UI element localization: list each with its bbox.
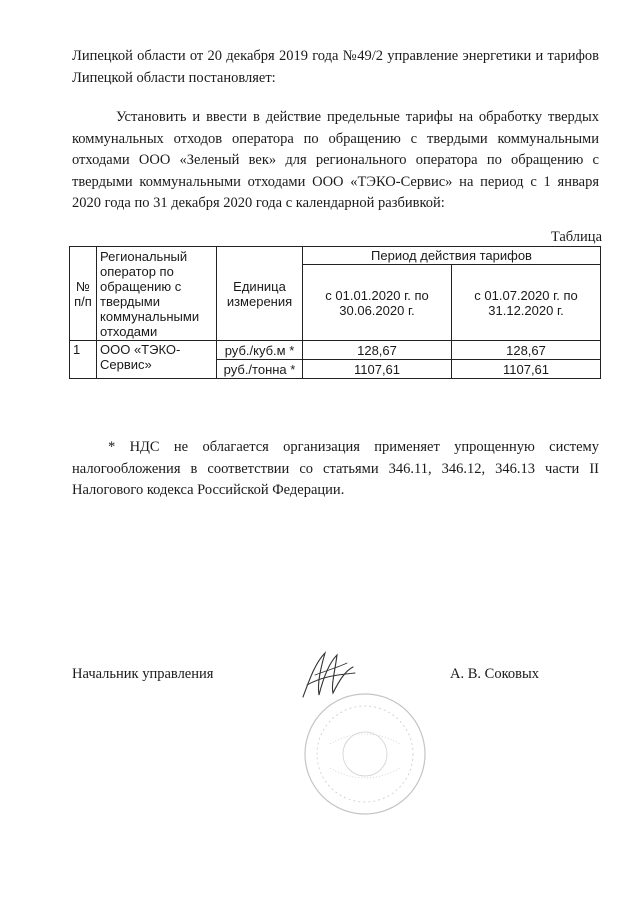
header-num: № п/п xyxy=(70,247,97,341)
row-value: 1107,61 xyxy=(303,360,452,379)
row-value: 128,67 xyxy=(452,341,601,360)
table-caption: Таблица xyxy=(550,229,602,245)
header-period: Период действия тарифов xyxy=(303,247,601,265)
row-unit: руб./тонна * xyxy=(217,360,303,379)
row-unit: руб./куб.м * xyxy=(217,341,303,360)
header-period-1: с 01.01.2020 г. по 30.06.2020 г. xyxy=(303,265,452,341)
header-unit: Единица измерения xyxy=(217,247,303,341)
row-value: 1107,61 xyxy=(452,360,601,379)
footnote: * НДС не облагается организация применяет упрощенную систему налогообложения в соответствии со статьями 346.11, 346.12, 346.13 части II Налогового кодекса Российской Федерации. xyxy=(72,439,599,498)
tariff-table xyxy=(69,246,601,379)
header-operator: Региональный оператор по обращению с твердыми коммунальными отходами xyxy=(97,247,217,341)
signatory-title: Начальник управления xyxy=(72,666,214,682)
header-period-2: с 01.07.2020 г. по 31.12.2020 г. xyxy=(452,265,601,341)
row-num: 1 xyxy=(70,341,97,379)
row-operator: ООО «ТЭКО-Сервис» xyxy=(97,341,217,379)
paragraph-resolution: Установить и ввести в действие предельные тарифы на обработку твердых коммунальных отходов оператора по обращению с твердыми коммунальными отходами ООО «Зеленый век» для регионального оператора по обращению с твердыми коммунальными отходами ООО «ТЭКО-Сервис» на период с 1 января 2020 года по 31 декабря 2020 года с календарной разбивкой: xyxy=(72,109,599,211)
stamp-seal-icon xyxy=(300,684,430,824)
row-value: 128,67 xyxy=(303,341,452,360)
signatory-name: А. В. Соковых xyxy=(450,666,539,682)
table-row xyxy=(70,341,601,360)
handwritten-signature-icon xyxy=(295,645,365,705)
paragraph-intro: Липецкой области от 20 декабря 2019 года №49/2 управление энергетики и тарифов Липецкой области постановляет: xyxy=(72,48,599,86)
